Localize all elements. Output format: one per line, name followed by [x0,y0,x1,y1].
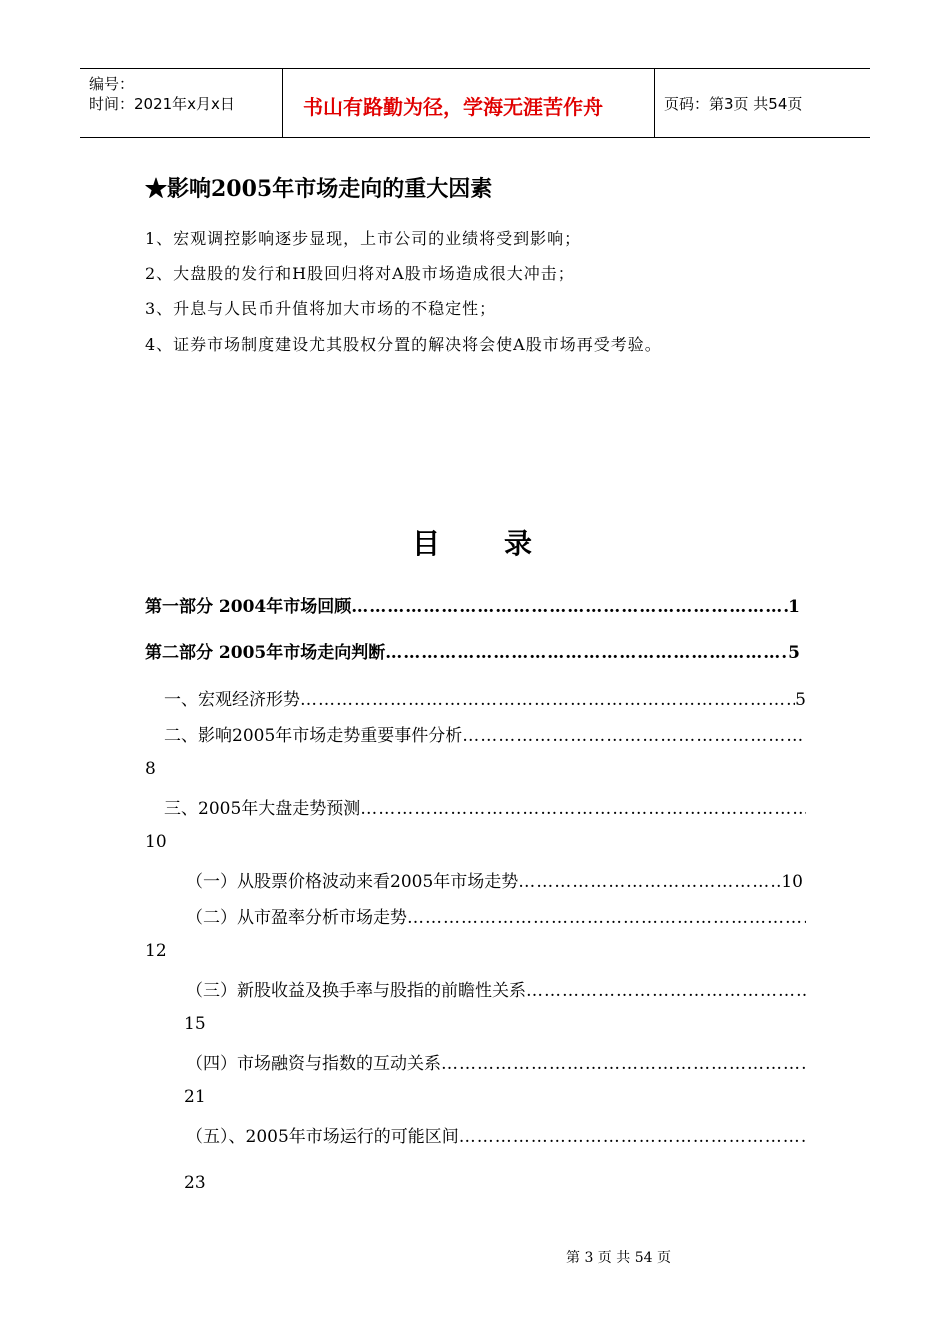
toc-entry-text: （五）、2005年市场运行的可能区间 [186,1127,459,1147]
factor-item: 2、大盘股的发行和H股回归将对A股市场造成很大冲击； [145,264,575,283]
toc-entry-page: 15 [184,1014,206,1034]
toc-leader-dots [300,690,795,710]
motto-text: 书山有路勤为径，学海无涯苦作舟 [303,95,603,119]
toc-entry[interactable] [164,721,806,745]
toc-entry-page: 23 [184,1173,206,1193]
toc-entry[interactable] [145,592,800,616]
toc-entry[interactable] [186,976,806,1000]
toc-entry-text: 第一部分 2004年市场回顾 [145,597,352,617]
toc-entry-text: （三）新股收益及换手率与股指的前瞻性关系 [186,981,526,1001]
page-header [80,68,870,138]
header-page-cell [655,69,870,137]
factor-item: 4、证券市场制度建设尤其股权分置的解决将会使A股市场再受考验。 [145,335,662,354]
code-label: 编号： [89,75,135,93]
toc-leader-dots [462,726,806,746]
factor-item: 3、升息与人民币升值将加大市场的不稳定性； [145,299,497,318]
toc-leader-dots [441,1054,806,1074]
section-title: ★影响2005年市场走向的重大因素 [145,176,493,202]
header-page-label: 页码：第3页 共54页 [664,95,803,113]
toc-entry[interactable] [186,903,806,927]
toc-leader-dots [360,799,806,819]
toc-entry-page: 1 [788,597,800,617]
header-info-cell [80,69,283,137]
toc-leader-dots [459,1127,806,1147]
toc-entry-text: （二）从市盈率分析市场走势 [186,908,407,928]
toc-entry-text: 三、2005年大盘走势预测 [164,799,361,819]
toc-entry-text: （一）从股票价格波动来看2005年市场走势 [186,872,519,892]
toc-leader-dots [526,981,806,1001]
toc-entry[interactable] [145,638,800,662]
time-label: 时间：2021年x月x日 [89,95,235,113]
toc-entry-page: 8 [145,759,156,779]
page-footer: 第 3 页 共 54 页 [566,1250,671,1266]
toc-entry[interactable] [186,1122,806,1146]
toc-entry-page: 21 [184,1087,206,1107]
toc-entry-page: 5 [795,690,806,710]
toc-entry-text: 二、影响2005年市场走势重要事件分析 [164,726,463,746]
toc-title: 目录 [412,527,597,560]
toc-entry[interactable] [164,794,806,818]
toc-entry-page: 10 [781,872,803,892]
toc-leader-dots [351,597,788,617]
toc-leader-dots [518,872,781,892]
toc-entry[interactable] [186,1049,806,1073]
toc-entry-page: 10 [145,832,167,852]
factor-item: 1、宏观调控影响逐步显现，上市公司的业绩将受到影响； [145,229,582,248]
toc-entry-page: 5 [788,643,800,663]
toc-entry-page: 12 [145,941,167,961]
toc-entry[interactable] [186,867,803,891]
toc-entry-text: 第二部分 2005年市场走向判断 [145,643,386,663]
toc-entry-text: 一、宏观经济形势 [164,690,300,710]
toc-entry[interactable] [164,685,806,709]
toc-leader-dots [385,643,788,663]
header-motto-cell [283,69,655,137]
toc-entry-text: （四）市场融资与指数的互动关系 [186,1054,441,1074]
toc-leader-dots [407,908,806,928]
